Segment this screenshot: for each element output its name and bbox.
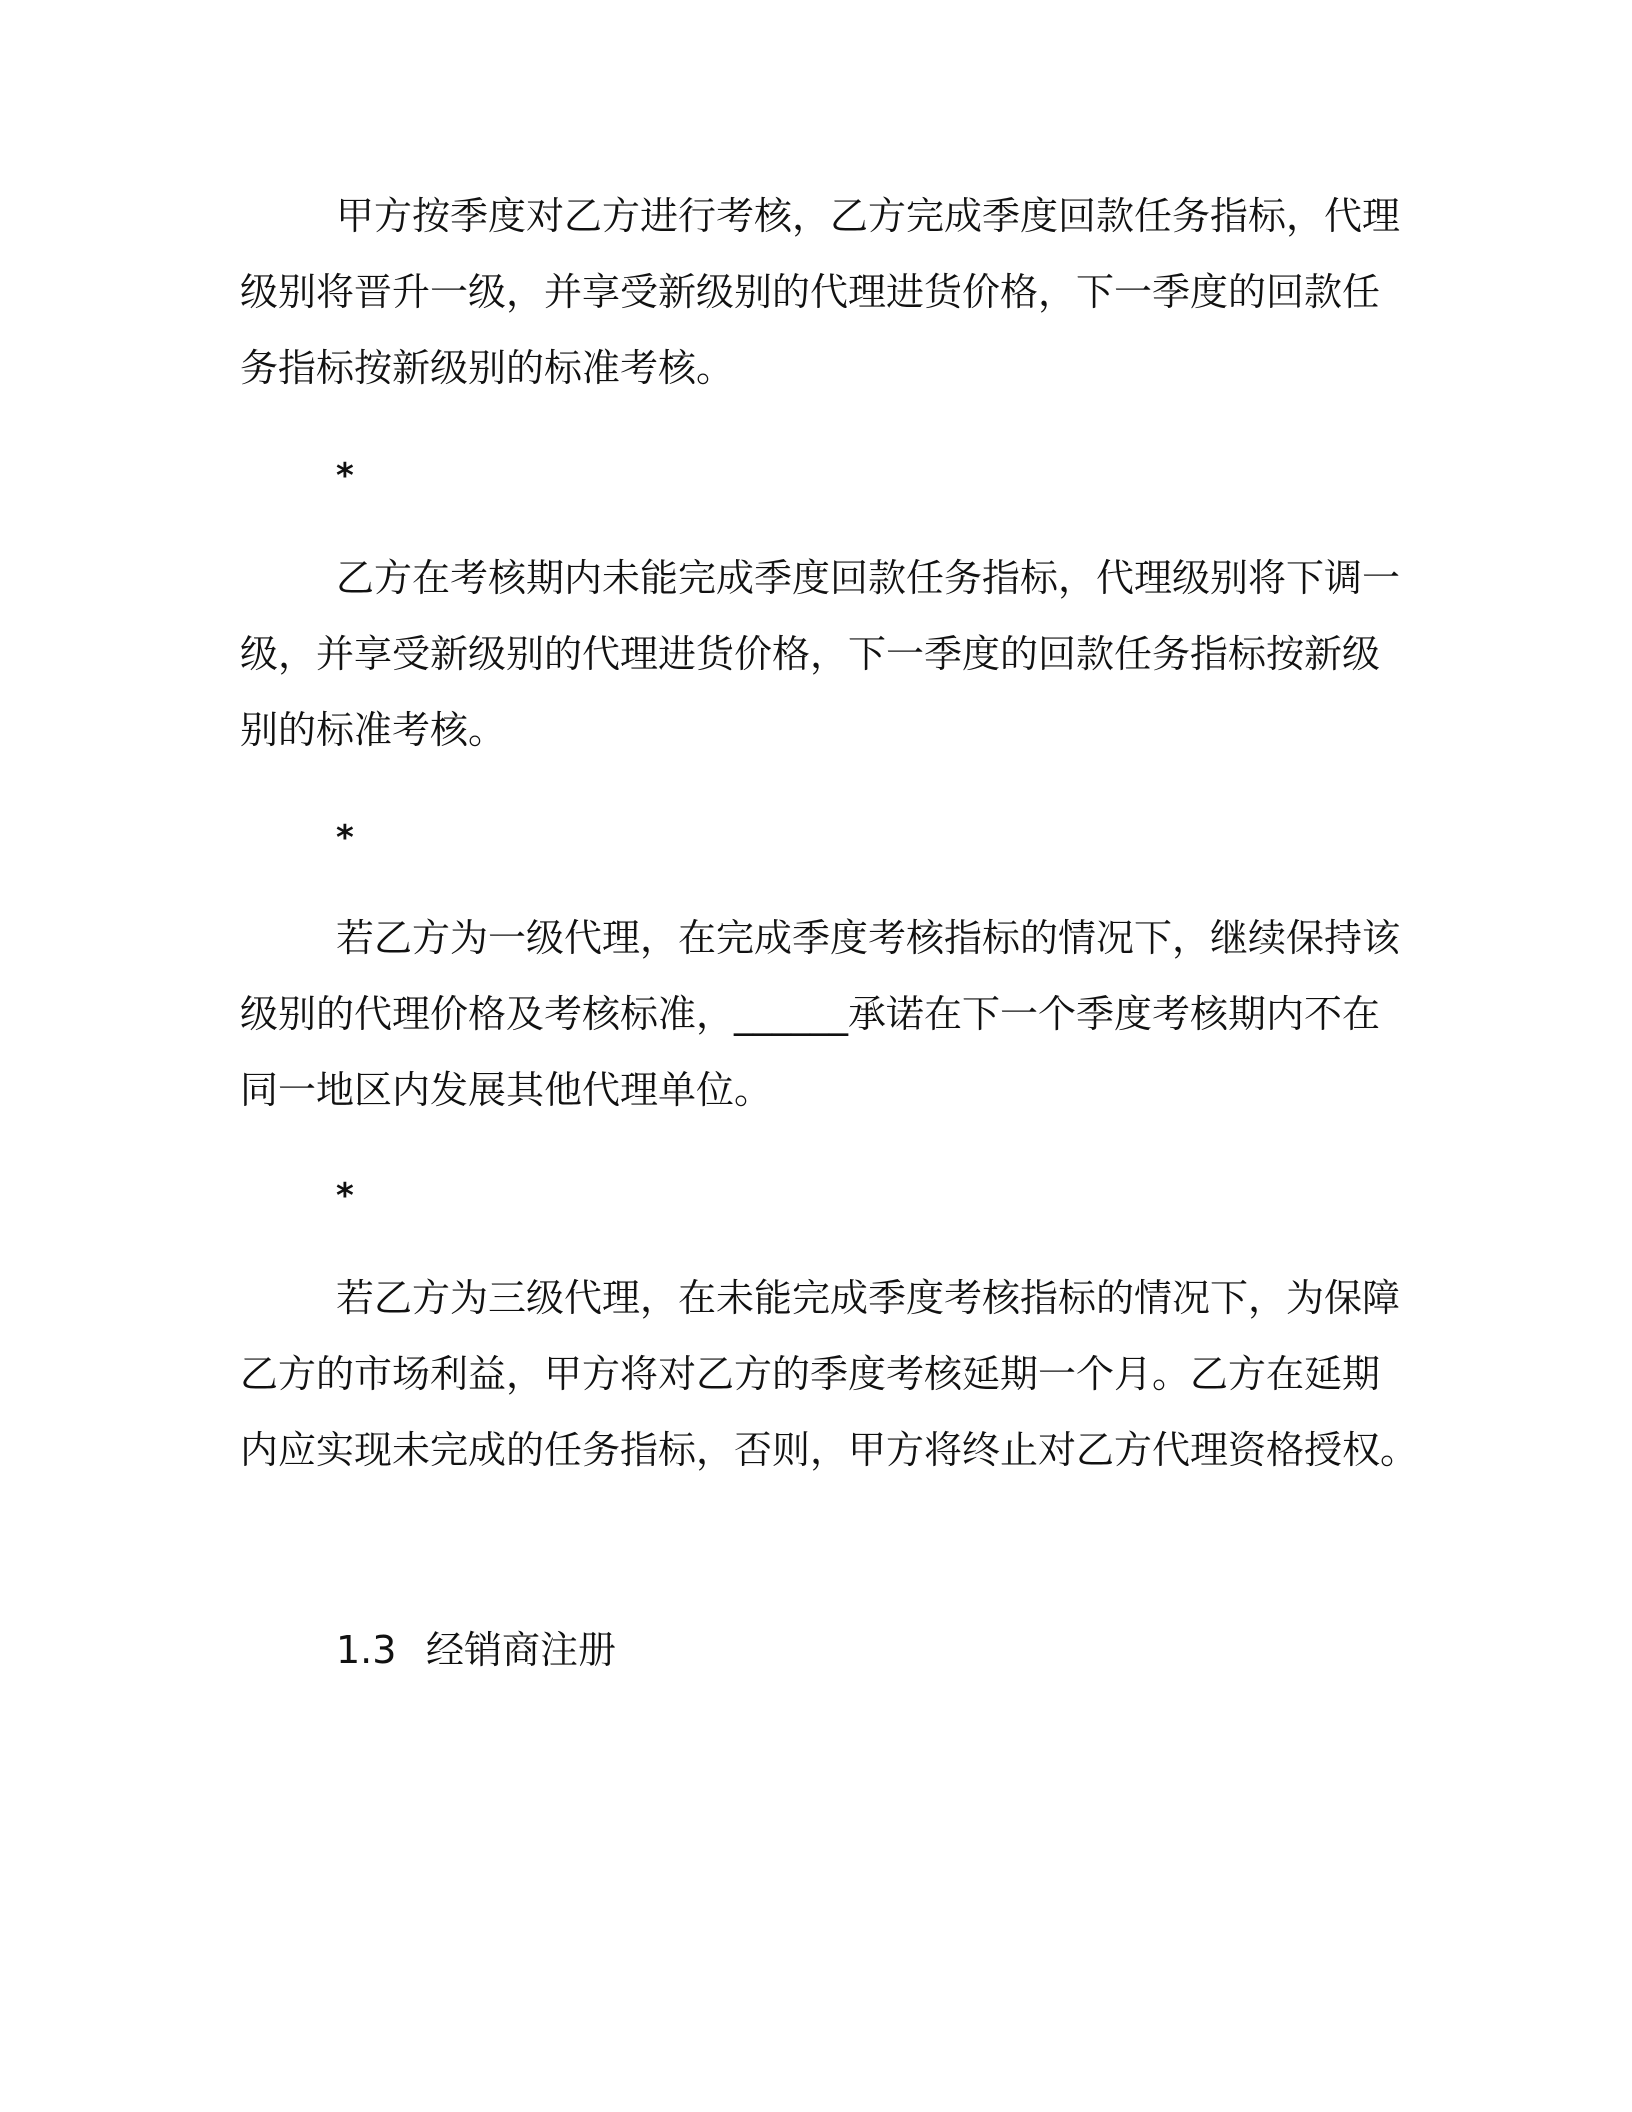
paragraph-line: 内应实现未完成的任务指标，否则，甲方将终止对乙方代理资格授权。: [240, 1428, 1419, 1472]
bullet-star: *: [336, 818, 354, 858]
paragraph-line: 务指标按新级别的标准考核。: [240, 346, 735, 390]
paragraph-4: [240, 1260, 1419, 1488]
paragraph-line: 级，并享受新级别的代理进货价格，下一季度的回款任务指标按新级: [240, 632, 1381, 676]
paragraph-line: 甲方按季度对乙方进行考核，乙方完成季度回款任务指标，代理: [336, 194, 1401, 238]
section-title: 经销商注册: [426, 1628, 617, 1672]
paragraph-line: 同一地区内发展其他代理单位。: [240, 1068, 773, 1112]
paragraph-3: [240, 900, 1400, 1128]
paragraph-line: 乙方的市场利益，甲方将对乙方的季度考核延期一个月。乙方在延期: [240, 1352, 1381, 1396]
paragraph-1: [240, 178, 1400, 406]
section-heading: [336, 1620, 616, 1680]
paragraph-line: 若乙方为三级代理，在未能完成季度考核指标的情况下，为保障: [336, 1276, 1401, 1320]
paragraph-line: 别的标准考核。: [240, 708, 507, 752]
bullet-star: *: [336, 456, 354, 496]
section-number: 1.3: [336, 1628, 397, 1672]
paragraph-line: 级别的代理价格及考核标准，______承诺在下一个季度考核期内不在: [240, 992, 1381, 1036]
paragraph-line: 级别将晋升一级，并享受新级别的代理进货价格，下一季度的回款任: [240, 270, 1381, 314]
bullet-star: *: [336, 1176, 354, 1216]
paragraph-2: [240, 540, 1400, 768]
paragraph-line: 乙方在考核期内未能完成季度回款任务指标，代理级别将下调一: [336, 556, 1401, 600]
paragraph-line: 若乙方为一级代理，在完成季度考核指标的情况下，继续保持该: [336, 916, 1401, 960]
